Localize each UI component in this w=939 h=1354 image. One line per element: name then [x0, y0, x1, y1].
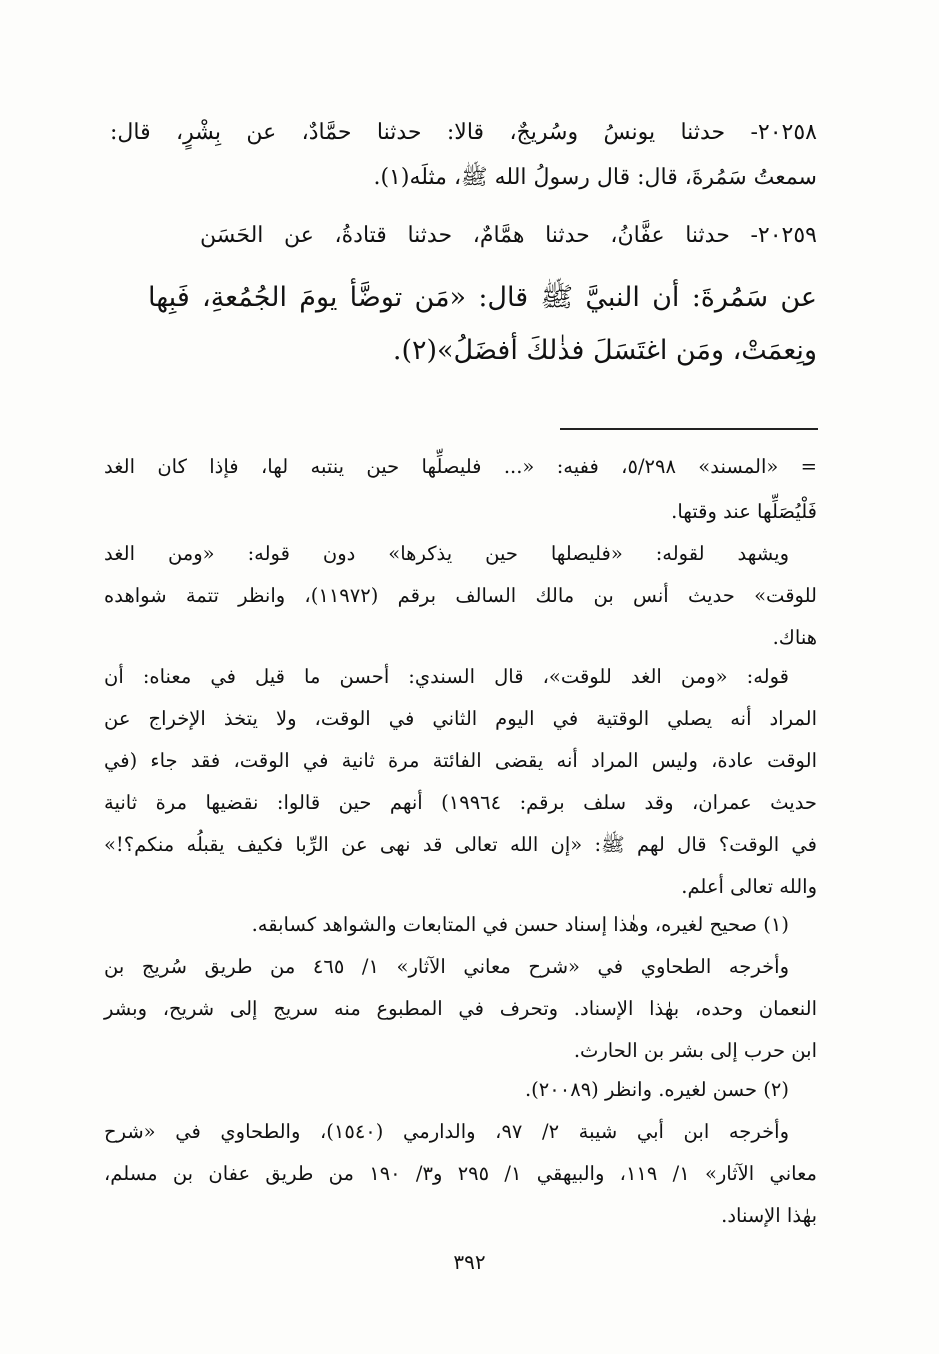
footnote-line: في الوقت؟ قال لهم ﷺ: «إن الله تعالى قد نهى عن الرِّبا فكيف يقبلُه منكم؟!» — [104, 833, 817, 856]
footnote-line: ابن حرب إلى بشر بن الحارث. — [573, 1039, 817, 1062]
hadith-20258-line-2: سمعتُ سَمُرةَ، قال: قال رسولُ الله ﷺ، مثلَه(١). — [373, 165, 817, 190]
footnote-line: معاني الآثار» ١/ ١١٩، والبيهقي ١/ ٢٩٥ و٣/ ١٩٠ من طريق عفان بن مسلم، — [104, 1162, 817, 1185]
hadith-20259-line-3: ونِعمَتْ، ومَن اغتَسَلَ فذٰلكَ أفضَلُ»(٢). — [392, 335, 817, 366]
footnote-1: (١) صحيح لغيره، وهٰذا إسناد حسن في المتابعات والشواهد كسابقه. — [251, 913, 789, 936]
footnote-line: النعمان وحده، بهٰذا الإسناد. وتحرف في المطبوع منه سريج إلى شريح، وبشر — [104, 997, 817, 1020]
footnote-separator — [560, 428, 818, 430]
footnote-line: والله تعالى أعلم. — [681, 875, 817, 898]
page-number: ٣٩٢ — [453, 1250, 486, 1274]
footnote-line: ويشهد لقوله: «فليصلها حين يذكرها» دون قوله: «ومن الغد — [104, 542, 789, 565]
hadith-20258-line-1: ٢٠٢٥٨- حدثنا يونسُ وسُريجٌ، قالا: حدثنا حمَّادٌ، عن بِشْرٍ، قال: — [110, 120, 817, 145]
hadith-20259-line-2: عن سَمُرةَ: أن النبيَّ ﷺ قال: «مَن توضَّأ يومَ الجُمُعةِ، فَبِها — [148, 282, 817, 313]
footnote-line: الوقت عادة، وليس المراد أنه يقضى الفائتة مرة ثانية في الوقت، فقد جاء (في — [104, 749, 817, 772]
footnote-line: فَلْيُصَلِّها عند وقتها. — [671, 500, 817, 523]
footnote-2: (٢) حسن لغيره. وانظر (٢٠٠٨٩). — [524, 1078, 789, 1101]
footnote-line: للوقت» حديث أنس بن مالك السالف برقم (١١٩٧٢)، وانظر تتمة شواهده — [104, 584, 818, 607]
footnote-line: وأخرجه الطحاوي في «شرح معاني الآثار» ١/ ٤٦٥ من طريق سُريج بن — [104, 955, 789, 978]
footnote-line: قوله: «ومن الغد للوقت»، قال السندي: أحسن ما قيل في معناه: أن — [104, 665, 789, 688]
footnote-line: المراد أنه يصلي الوقتية في اليوم الثاني في الوقت، ولا يتخذ الإخراج عن — [104, 707, 817, 730]
footnote-line: = «المسند» ٥/٢٩٨، ففيه: «... فليصلِّها حين ينتبه لها، فإذا كان الغد — [104, 455, 817, 478]
footnote-line: حديث عمران، وقد سلف برقم: ١٩٩٦٤) أنهم حين قالوا: نقضيها مرة ثانية — [104, 791, 817, 814]
hadith-20259-line-1: ٢٠٢٥٩- حدثنا عفَّانُ، حدثنا همَّامٌ، حدثنا قتادةُ، عن الحَسَن — [200, 223, 817, 248]
footnote-line: هناك. — [772, 626, 817, 649]
footnote-line: وأخرجه ابن أبي شيبة ٢/ ٩٧، والدارمي (١٥٤٠)، والطحاوي في «شرح — [104, 1120, 789, 1143]
footnote-line: بهٰذا الإسناد. — [721, 1204, 817, 1227]
